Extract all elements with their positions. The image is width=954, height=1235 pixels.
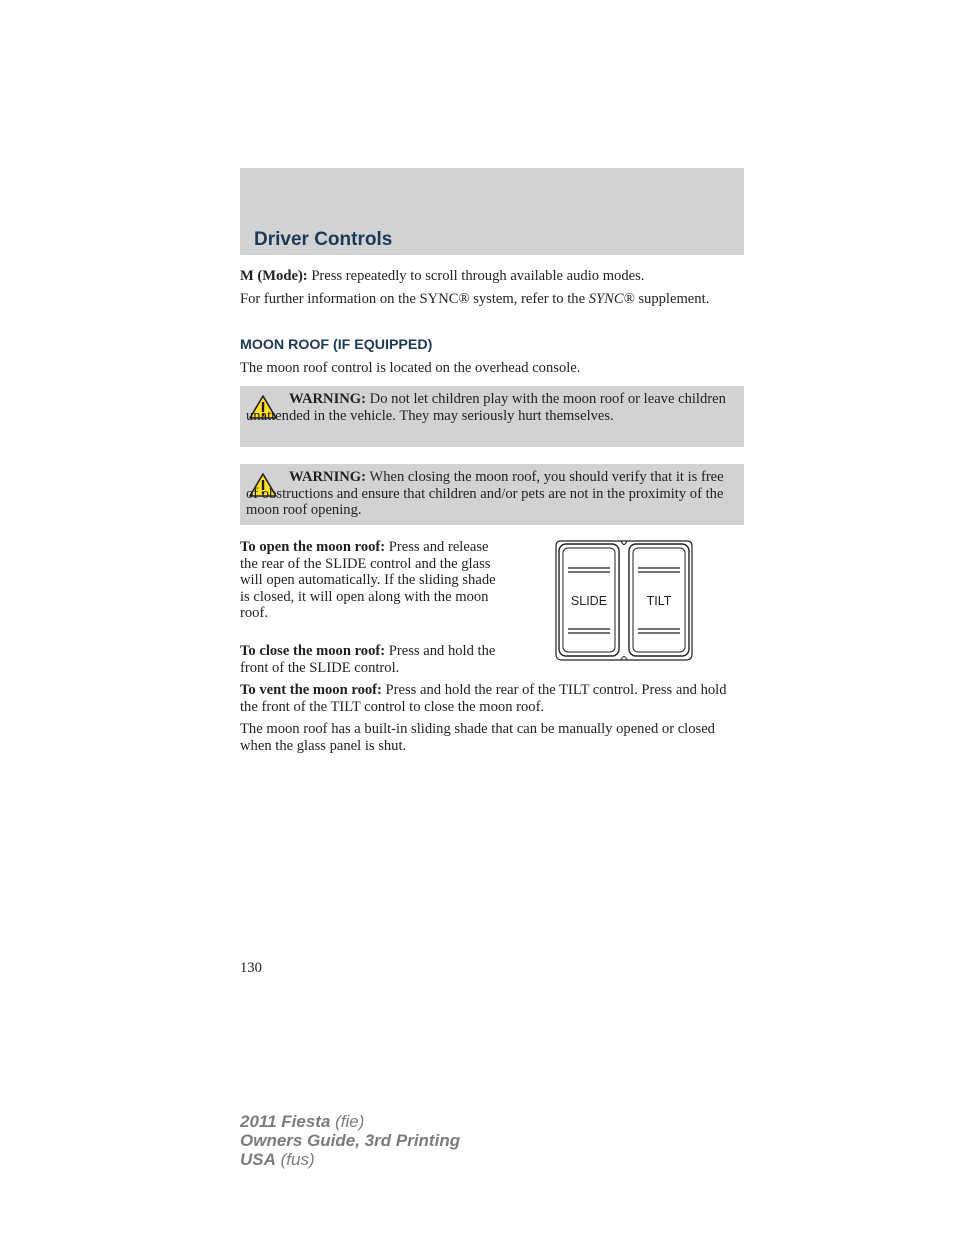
vent-text: Press and hold the rear of the TILT control. Press and hold the front of the TILT control to close the moon roof.	[240, 682, 727, 715]
warning-body: Do not let children play with the moon roof or leave children unattended in the vehicle. They may seriously hurt themselves.	[246, 391, 726, 424]
section-title: Driver Controls	[254, 229, 393, 250]
warning-label: WARNING:	[289, 391, 367, 407]
tilt-switch	[629, 544, 689, 656]
footer-model-code: (fie)	[330, 1112, 365, 1131]
document-footer	[240, 1112, 460, 1169]
slide-label: SLIDE	[570, 594, 608, 608]
sync-paragraph	[240, 291, 744, 308]
tilt-label: TILT	[646, 594, 672, 608]
sliding-shade-paragraph: The moon roof has a built-in sliding shade that can be manually opened or closed when the glass panel is shut.	[240, 721, 715, 754]
vent-moon-roof-paragraph	[240, 682, 744, 715]
open-moon-roof-paragraph	[240, 539, 498, 622]
footer-market: USA	[240, 1150, 276, 1169]
footer-line-2: Owners Guide, 3rd Printing	[240, 1131, 461, 1150]
open-text: Press and release the rear of the SLIDE control and the glass will open automatically. If the sliding shade is closed, it will open along with the moon roof.	[240, 539, 496, 621]
vent-label: To vent the moon roof:	[240, 682, 382, 698]
footer-line-1	[240, 1112, 460, 1131]
mode-label: M (Mode):	[240, 268, 308, 284]
warning-box-2	[240, 464, 744, 525]
sync-italic: SYNC®	[588, 291, 635, 307]
sync-text-2: supplement.	[634, 291, 710, 307]
warning-label: WARNING:	[289, 469, 367, 485]
mode-text: Press repeatedly to scroll through available audio modes.	[307, 268, 645, 284]
mode-paragraph	[240, 268, 744, 285]
moon-roof-intro: The moon roof control is located on the overhead console.	[240, 360, 581, 376]
warning-body: When closing the moon roof, you should verify that it is free of obstructions and ensure that children and/or pets are not in the proximity of the moon roof opening.	[246, 469, 724, 518]
footer-market-code: (fus)	[275, 1150, 315, 1169]
slide-switch	[559, 544, 619, 656]
close-moon-roof-paragraph	[240, 643, 498, 676]
footer-model: 2011 Fiesta	[240, 1112, 331, 1131]
moon-roof-control-illustration	[555, 540, 693, 662]
open-label: To open the moon roof:	[240, 539, 386, 555]
warning-text-1	[246, 391, 736, 424]
close-label: To close the moon roof:	[240, 643, 386, 659]
warning-box-1	[240, 386, 744, 447]
moon-roof-heading: MOON ROOF (IF EQUIPPED)	[240, 337, 433, 353]
page-number: 130	[240, 960, 262, 976]
warning-text-2	[246, 469, 736, 519]
close-text: Press and hold the front of the SLIDE control.	[240, 643, 496, 676]
sync-text-1: For further information on the SYNC® system, refer to the	[240, 291, 589, 307]
section-header-band	[240, 168, 744, 255]
footer-line-3	[240, 1150, 460, 1169]
